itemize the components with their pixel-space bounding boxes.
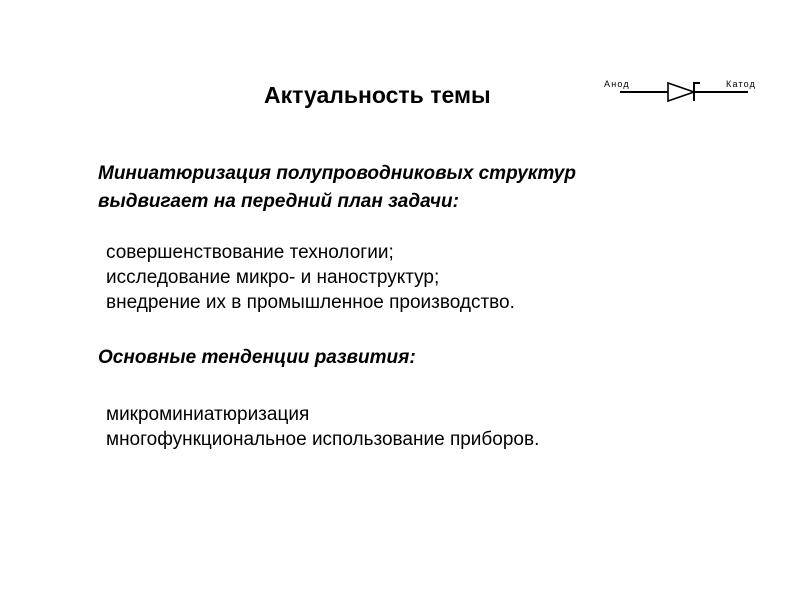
intro-text [98, 160, 576, 216]
trends-heading: Основные тенденции развития: [98, 347, 416, 368]
list-item: внедрение их в промышленное производство. [106, 292, 515, 313]
list-item: многофункциональное использование приборов. [106, 429, 540, 450]
diode-symbol-icon [600, 76, 772, 108]
slide-title: Актуальность темы [264, 82, 491, 108]
intro-line-2: выдвигает на передний план задачи: [98, 191, 459, 212]
list-item: совершенствование технологии; [106, 242, 394, 263]
diode-triangle [668, 83, 694, 101]
cathode-label: Катод [726, 79, 757, 89]
trends-list [106, 402, 539, 452]
list-item: исследование микро- и наноструктур; [106, 267, 440, 288]
list-item: микроминиатюризация [106, 404, 310, 425]
anode-label: Анод [604, 79, 630, 89]
tasks-list [106, 240, 515, 315]
intro-line-1: Миниатюризация полупроводниковых структур [98, 163, 576, 184]
